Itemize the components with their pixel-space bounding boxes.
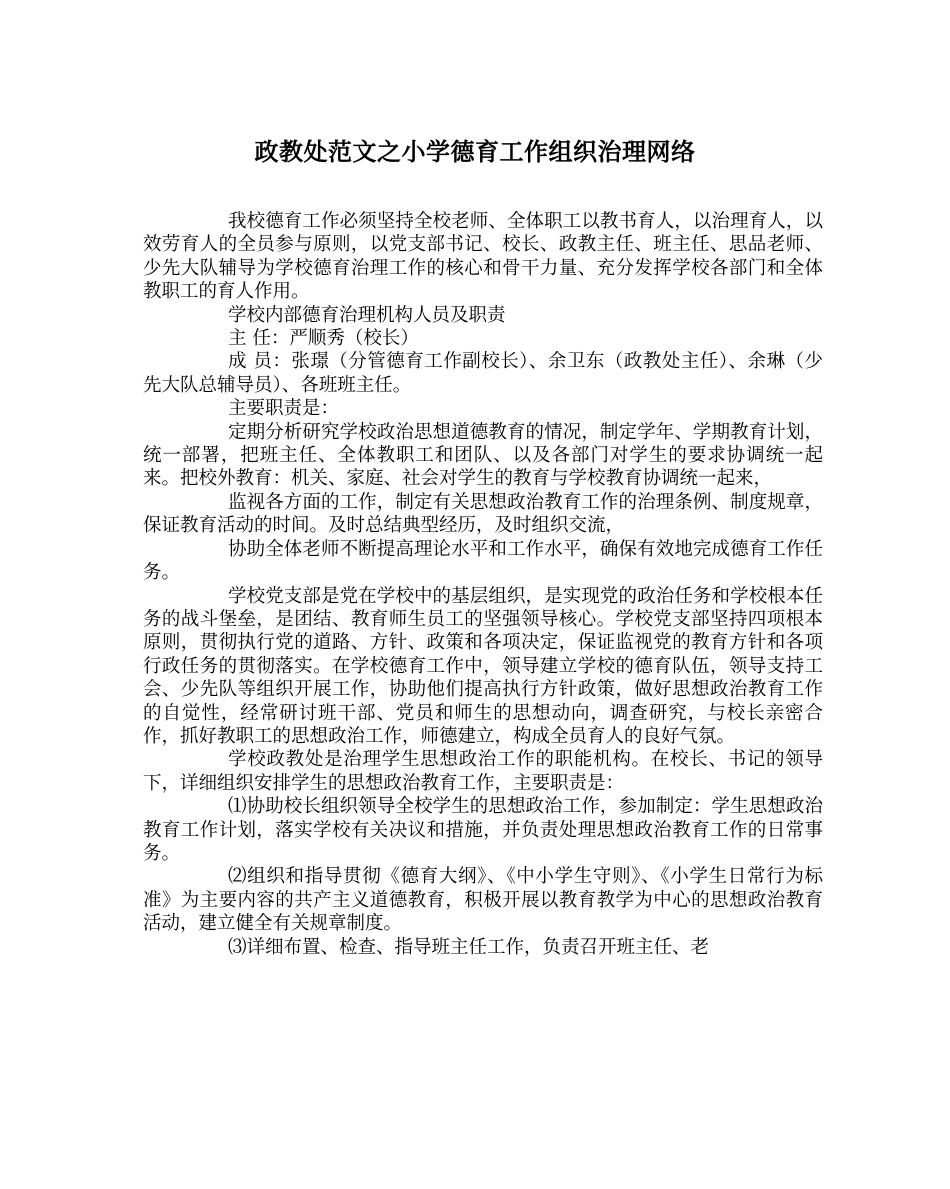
document-body — [143, 210, 823, 959]
paragraph-political-office: 学校政教处是治理学生思想政治工作的职能机构。在校长、书记的领导下，详细组织安排学生的思想政治教育工作，主要职责是： — [143, 749, 823, 794]
paragraph-members: 成 员：张璟（分管德育工作副校长）、余卫东（政教处主任）、余琳（少先大队总辅导员）、各班班主任。 — [143, 351, 823, 396]
paragraph-duties-heading: 主要职责是： — [228, 398, 340, 420]
paragraph-party-branch: 学校党支部是党在学校中的基层组织，是实现党的政治任务和学校根本任务的战斗堡垒，是团结、教育师生员工的坚强领导核心。学校党支部坚持四项根本原则，贯彻执行党的道路、方针、政策和各项决定，保证监视党的教育方针和各项行政任务的贯彻落实。在学校德育工作中，领导建立学校的德育队伍，领导支持工会、少先队等组织开展工作，协助他们提高执行方针政策，做好思想政治教育工作的自觉性，经常研讨班干部、党员和师生的思想动向，调查研究，与校长亲密合作，抓好教职工的思想政治工作，师德建立，构成全员育人的良好气氛。 — [143, 585, 823, 747]
paragraph-item-2: ⑵组织和指导贯彻《德育大纲》、《中小学生守则》、《小学生日常行为标准》为主要内容的共产主义道德教育，积极开展以教育教学为中心的思想政治教育活动，建立健全有关规章制度。 — [143, 866, 823, 935]
paragraph-duty-assist: 协助全体老师不断提高理论水平和工作水平，确保有效地完成德育工作任务。 — [143, 538, 823, 584]
paragraph-duty-analysis: 定期分析研究学校政治思想道德教育的情况，制定学年、学期教育计划，统一部署，把班主任、全体教职工和团队、以及各部门对学生的要求协调统一起来。把校外教育：机关、家庭、社会对学生的教育与学校教育协调统一起来， — [143, 421, 823, 490]
paragraph-heading-structure: 学校内部德育治理机构人员及职责 — [228, 304, 506, 326]
paragraph-intro: 我校德育工作必须坚持全校老师、全体职工以教书育人，以治理育人，以效劳育人的全员参与原则，以党支部书记、校长、政教主任、班主任、思品老师、少先大队辅导为学校德育治理工作的核心和骨干力量、充分发挥学校各部门和全体教职工的育人作用。 — [143, 211, 823, 303]
paragraph-item-1: ⑴协助校长组织领导全校学生的思想政治工作，参加制定：学生思想政治教育工作计划，落实学校有关决议和措施，并负责处理思想政治教育工作的日常事务。 — [143, 796, 823, 864]
document-title: 政教处范文之小学德育工作组织治理网络 — [254, 137, 696, 166]
paragraph-director: 主 任：严顺秀（校长） — [228, 328, 419, 350]
paragraph-duty-supervision: 监视各方面的工作，制定有关思想政治教育工作的治理条例、制度规章，保证教育活动的时间。及时总结典型经历，及时组织交流， — [143, 491, 823, 537]
paragraph-item-3: ⑶详细布置、检查、指导班主任工作，负责召开班主任、老 — [228, 936, 710, 958]
